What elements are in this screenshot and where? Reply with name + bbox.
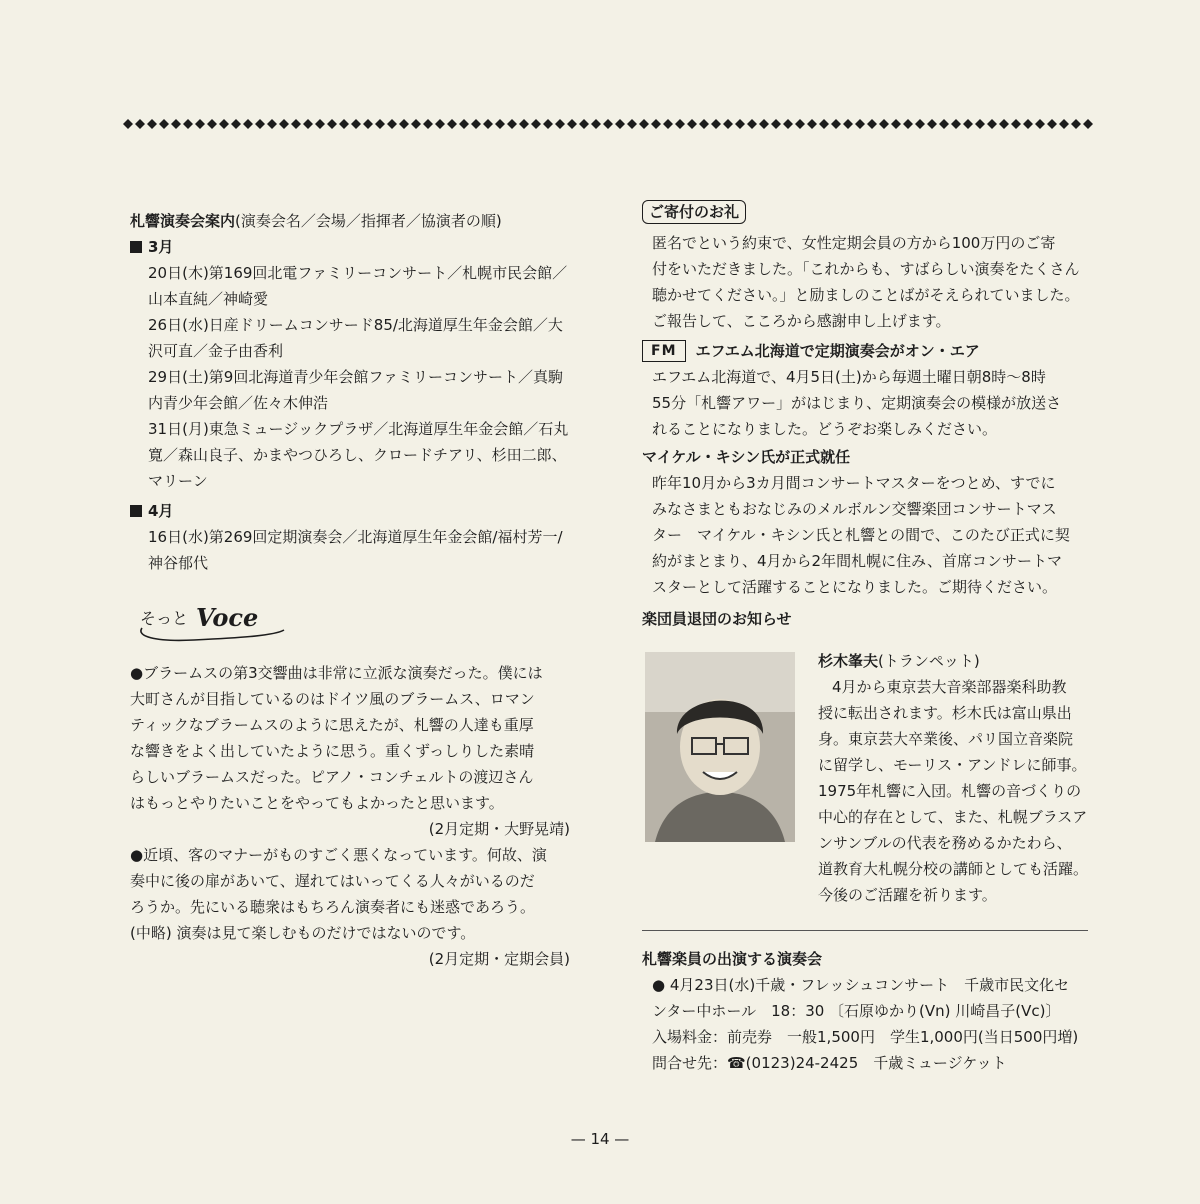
divider-diamond [303, 119, 313, 129]
divider-diamond [675, 119, 685, 129]
divider-diamond [759, 119, 769, 129]
month-april [130, 498, 600, 524]
march-list [130, 260, 600, 494]
fm-line: れることになりました。どうぞお楽しみください。 [652, 420, 998, 438]
divider-diamond [123, 119, 133, 129]
divider-diamond [483, 119, 493, 129]
divider-diamond [1083, 119, 1093, 129]
divider-diamond [255, 119, 265, 129]
donation-line: 匿名でという約束で、女性定期会員の方から100万円のご寄 [652, 234, 1056, 252]
divider-diamond [159, 119, 169, 129]
voice-item [130, 842, 600, 972]
divider-diamond [855, 119, 865, 129]
divider-diamond [843, 119, 853, 129]
divider-diamond [807, 119, 817, 129]
divider-diamond [603, 119, 613, 129]
divider-diamond [267, 119, 277, 129]
kissin-line: スターとして活躍することになりました。ご期待ください。 [652, 578, 1058, 596]
voice-line: な響きをよく出していたように思う。重くずっしりした素晴 [130, 742, 535, 760]
divider-diamond [531, 119, 541, 129]
kissin-line: ター マイケル・キシン氏と札響との間で、このたび正式に契 [652, 526, 1070, 544]
divider-diamond [495, 119, 505, 129]
month-march [130, 234, 600, 260]
divider-diamond [1023, 119, 1033, 129]
kissin-line: みなさまともおなじみのメルボルン交響楽団コンサートマス [652, 500, 1057, 518]
divider-diamond [795, 119, 805, 129]
voice-line: ●ブラームスの第3交響曲は非常に立派な演奏だった。僕には [130, 664, 543, 682]
divider-diamond [147, 119, 157, 129]
donation-heading: ご寄付のお礼 [642, 200, 746, 224]
divider-diamond [183, 119, 193, 129]
fm-line: 55分「札響アワー」がはじまり、定期演奏会の模様が放送さ [652, 394, 1062, 412]
retire-heading: 楽団員退団のお知らせ [642, 610, 792, 628]
divider-diamond [711, 119, 721, 129]
concert-schedule-header [130, 208, 600, 234]
right-column [642, 200, 1092, 632]
voice-item [130, 660, 600, 842]
divider-diamond [663, 119, 673, 129]
march-line: 20日(木)第169回北電ファミリーコンサート／札幌市民会館／ [148, 264, 568, 282]
retire-line: 中心的存在として、また、札幌ブラスア [818, 808, 1088, 826]
divider-diamond [735, 119, 745, 129]
divider-diamond [315, 119, 325, 129]
divider-diamond [447, 119, 457, 129]
divider-diamond [819, 119, 829, 129]
april-line: 16日(水)第269回定期演奏会／北海道厚生年金会館/福村芳一/ [148, 528, 563, 546]
divider-diamond [363, 119, 373, 129]
divider-diamond [435, 119, 445, 129]
divider-diamond [459, 119, 469, 129]
divider-diamond [339, 119, 349, 129]
divider-diamond [831, 119, 841, 129]
divider-diamond [471, 119, 481, 129]
member-concert-line: 入場料金：前売券 一般1,500円 学生1,000円(当日500円増) [652, 1028, 1079, 1046]
kissin-body [642, 470, 1092, 600]
donation-line: ご報告して、こころから感謝申し上げます。 [652, 312, 951, 330]
section-divider [642, 930, 1088, 931]
concert-schedule-note: (演奏会名／会場／指揮者／協演者の順) [235, 212, 502, 230]
member-concert-line: ● 4月23日(水)千歳・フレッシュコンサート 千歳市民文化セ [652, 976, 1070, 994]
march-line: 山本直純／神崎愛 [148, 290, 269, 308]
divider-diamond [207, 119, 217, 129]
divider-diamond [291, 119, 301, 129]
divider-diamond [171, 119, 181, 129]
month-april-label: 4月 [148, 502, 174, 520]
fm-line: エフエム北海道で、4月5日(土)から毎週土曜日朝8時～8時 [652, 368, 1046, 386]
divider-diamond [1071, 119, 1081, 129]
square-bullet-icon [130, 505, 142, 517]
divider-diamond [567, 119, 577, 129]
march-line: 29日(土)第9回北海道青少年会館ファミリーコンサート／真駒 [148, 368, 564, 386]
divider-diamond [243, 119, 253, 129]
divider-diamond [231, 119, 241, 129]
voice-line: ろうか。先にいる聴衆はもちろん演奏者にも迷惑であろう。 [130, 898, 536, 916]
march-line: 31日(月)東急ミュージックプラザ／北海道厚生年金会館／石丸 [148, 420, 569, 438]
voce-logo-en: Voce [196, 603, 259, 632]
divider-diamond [867, 119, 877, 129]
donation-line: 聴かせてください。」と励ましのことばがそえられていました。 [652, 286, 1080, 304]
divider-diamond [375, 119, 385, 129]
divider-diamond [399, 119, 409, 129]
voice-line: らしいブラームスだった。ピアノ・コンチェルトの渡辺さん [130, 768, 534, 786]
retire-name: 杉木峯夫 [818, 652, 879, 670]
fm-body [642, 364, 1092, 442]
retire-line: 授に転出されます。杉木氏は富山県出 [818, 704, 1072, 722]
member-concert-body [642, 972, 1102, 1076]
retire-name-row [818, 648, 1108, 674]
divider-diamond [639, 119, 649, 129]
member-concert-line: 問合せ先：☎(0123)24-2425 千歳ミュージケット [652, 1054, 1007, 1072]
divider-diamond [411, 119, 421, 129]
divider-diamond [351, 119, 361, 129]
divider-diamond [987, 119, 997, 129]
voce-logo [134, 596, 294, 644]
voice-line: はもっとやりたいことをやってもよかったと思います。 [130, 794, 504, 812]
retire-role: (トランペット) [878, 652, 980, 670]
voice-line: 大町さんが目指しているのはドイツ風のブラームス、ロマン [130, 690, 535, 708]
divider-diamond [1035, 119, 1045, 129]
decorative-divider [122, 118, 1098, 130]
voce-logo-jp: そっと [140, 609, 189, 628]
divider-diamond [951, 119, 961, 129]
voice-source: (2月定期・定期会員) [428, 950, 570, 968]
page-number: — 14 — [570, 1130, 630, 1148]
divider-diamond [687, 119, 697, 129]
divider-diamond [771, 119, 781, 129]
divider-diamond [747, 119, 757, 129]
voice-line: (中略) 演奏は見て楽しむものだけではないのです。 [130, 924, 476, 942]
divider-diamond [387, 119, 397, 129]
march-line: 26日(水)日産ドリームコンサード85/北海道厚生年金会館／大 [148, 316, 563, 334]
left-column [130, 208, 600, 972]
divider-diamond [699, 119, 709, 129]
divider-diamond [195, 119, 205, 129]
divider-diamond [1011, 119, 1021, 129]
april-list [130, 524, 600, 576]
divider-diamond [519, 119, 529, 129]
fm-badge: FM [642, 340, 686, 362]
divider-diamond [1059, 119, 1069, 129]
divider-diamond [783, 119, 793, 129]
divider-diamond [975, 119, 985, 129]
divider-diamond [591, 119, 601, 129]
march-line: マリーン [148, 472, 208, 490]
divider-diamond [651, 119, 661, 129]
divider-diamond [999, 119, 1009, 129]
divider-diamond [507, 119, 517, 129]
divider-diamond [615, 119, 625, 129]
march-line: 内青少年会館／佐々木伸浩 [148, 394, 329, 412]
voice-source: (2月定期・大野晃靖) [428, 820, 570, 838]
divider-diamond [963, 119, 973, 129]
retire-line: に留学し、モーリス・アンドレに師事。 [818, 756, 1087, 774]
square-bullet-icon [130, 241, 142, 253]
divider-diamond [903, 119, 913, 129]
divider-diamond [555, 119, 565, 129]
voice-line: 奏中に後の扉があいて、遅れてはいってくる人々がいるのだ [130, 872, 535, 890]
divider-diamond [579, 119, 589, 129]
portrait-photo [645, 652, 795, 842]
march-line: 沢可直／金子由香利 [148, 342, 284, 360]
fm-heading: エフエム北海道で定期演奏会がオン・エア [695, 342, 980, 360]
march-line: 寛／森山良子、かまやつひろし、クロードチアリ、杉田二郎、 [148, 446, 567, 464]
retire-line: ンサンブルの代表を務めるかたわら、 [818, 834, 1072, 852]
divider-diamond [723, 119, 733, 129]
member-concert-line: ンター中ホール 18：30 〔石原ゆかり(Vn) 川崎昌子(Vc)〕 [652, 1002, 1061, 1020]
concert-schedule-heading: 札響演奏会案内 [130, 212, 236, 230]
divider-diamond [1047, 119, 1057, 129]
month-march-label: 3月 [148, 238, 174, 256]
voice-line: ティックなブラームスのように思えたが、札響の人達も重厚 [130, 716, 534, 734]
divider-diamond [423, 119, 433, 129]
kissin-line: 約がまとまり、4月から2年間札幌に住み、首席コンサートマ [652, 552, 1062, 570]
retire-line: 4月から東京芸大音楽部器楽科助教 [832, 678, 1067, 696]
divider-diamond [627, 119, 637, 129]
divider-diamond [915, 119, 925, 129]
divider-diamond [135, 119, 145, 129]
donation-line: 付をいただきました。「これからも、すばらしい演奏をたくさん [652, 260, 1080, 278]
divider-diamond [279, 119, 289, 129]
divider-diamond [879, 119, 889, 129]
divider-diamond [219, 119, 229, 129]
donation-body [642, 230, 1092, 334]
divider-diamond [939, 119, 949, 129]
member-concert-heading: 札響楽員の出演する演奏会 [642, 950, 823, 968]
retire-line: 身。東京芸大卒業後、パリ国立音楽院 [818, 730, 1074, 748]
fm-heading-row [642, 338, 1092, 364]
kissin-heading: マイケル・キシン氏が正式就任 [642, 448, 851, 466]
divider-diamond [543, 119, 553, 129]
member-concert-section [642, 946, 1102, 1076]
retire-line: 1975年札響に入団。札響の音づくりの [818, 782, 1082, 800]
voice-line: ●近頃、客のマナーがものすごく悪くなっています。何故、演 [130, 846, 547, 864]
retire-bio [818, 648, 1108, 908]
divider-diamond [327, 119, 337, 129]
kissin-line: 昨年10月から3カ月間コンサートマスターをつとめ、すでに [652, 474, 1056, 492]
divider-diamond [891, 119, 901, 129]
divider-diamond [927, 119, 937, 129]
april-line: 神谷郁代 [148, 554, 209, 572]
retire-line: 今後のご活躍を祈ります。 [818, 886, 997, 904]
retire-line: 道教育大札幌分校の講師としても活躍。 [818, 860, 1089, 878]
